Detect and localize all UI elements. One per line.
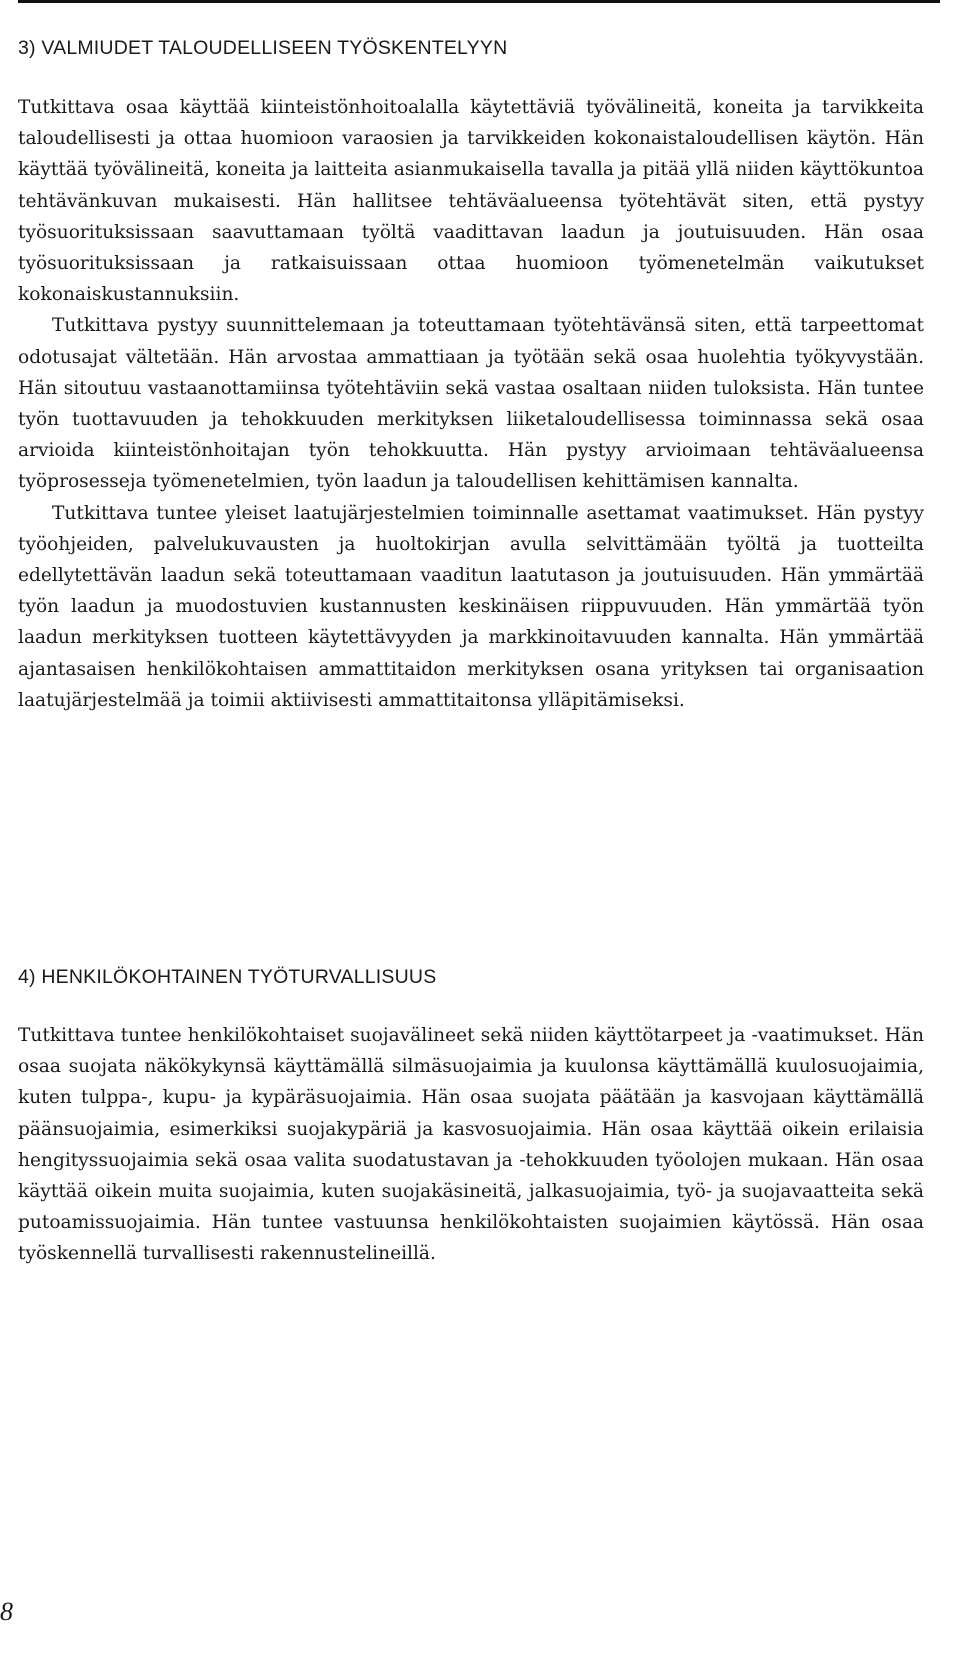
top-rule	[18, 0, 940, 3]
section-3-paragraph-3: Tutkittava tuntee yleiset laatujärjestelmien toiminnalle asettamat vaatimukset. Hän pystyy työohjeiden, palvelukuvausten ja huoltokirjan avulla selvittämään työltä ja tuotteilta edellytettävän laadun sekä toteuttamaan vaaditun laatutason ja joutuisuuden. Hän ymmärtää työn laadun ja muodostuvien kustannusten keskinäisen riippuvuuden. Hän ymmärtää työn laadun merkityksen tuotteen käytettävyyden ja markkinoitavuuden kannalta. Hän ymmärtää ajantasaisen henkilökohtaisen ammattitaidon merkityksen osana yrityksen tai organisaation laatujärjestelmää ja toimii aktiivisesti ammattitaitonsa ylläpitämiseksi.	[18, 502, 924, 711]
section-3-heading: 3) VALMIUDET TALOUDELLISEEN TYÖSKENTELYYN	[18, 37, 508, 59]
section-4-paragraph-1: Tutkittava tuntee henkilökohtaiset suojavälineet sekä niiden käyttötarpeet ja -vaatimukset. Hän osaa suojata näkökykynsä käyttämällä silmäsuojaimia ja kuulonsa käyttämällä kuulosuojaimia, kuten tulppa-, kupu- ja kypäräsuojaimia. Hän osaa suojata päätään ja kasvojaan käyttämällä päänsuojaimia, esimerkiksi suojakypäriä ja kasvosuojaimia. Hän osaa käyttää oikein erilaisia hengityssuojaimia sekä osaa valita suodatustavan ja -tehokkuuden työolojen mukaan. Hän osaa käyttää oikein muita suojaimia, kuten suojakäsineitä, jalkasuojaimia, työ- ja suojavaatteita sekä putoamissuojaimia. Hän tuntee vastuunsa henkilökohtaisten suojaimien käytössä. Hän osaa työskennellä turvallisesti rakennustelineillä.	[18, 1025, 924, 1265]
section-4-heading: 4) HENKILÖKOHTAINEN TYÖTURVALLISUUS	[18, 966, 437, 988]
section-3-paragraph-1: Tutkittava osaa käyttää kiinteistönhoitoalalla käytettäviä työvälineitä, koneita ja tarvikkeita taloudellisesti ja ottaa huomioon varaosien ja tarvikkeiden kokonaistaloudellisen käytön. Hän käyttää työvälineitä, koneita ja laitteita asianmukaisella tavalla ja pitää yllä niiden käyttökuntoa tehtävänkuvan mukaisesti. Hän hallitsee tehtäväalueensa työtehtävät siten, että pystyy työsuorituksissaan saavuttamaan työltä vaadittavan laadun ja joutuisuuden. Hän osaa työsuorituksissaan ja ratkaisuissaan ottaa huomioon työmenetelmän vaikutukset kokonaiskustannuksiin.	[18, 97, 924, 306]
section-4-body	[18, 1020, 924, 1270]
section-3-body	[18, 92, 924, 716]
page-number: 8	[0, 1597, 13, 1626]
section-3-paragraph-2: Tutkittava pystyy suunnittelemaan ja toteuttamaan työtehtävänsä siten, että tarpeettomat odotusajat vältetään. Hän arvostaa ammattiaan ja työtään sekä osaa huolehtia työkyvystään. Hän sitoutuu vastaanottamiinsa työtehtäviin sekä vastaa osaltaan niiden tuloksista. Hän tuntee työn tuottavuuden ja tehokkuuden merkityksen liiketaloudellisessa toiminnassa sekä osaa arvioida kiinteistönhoitajan työn tehokkuutta. Hän pystyy arvioimaan tehtäväalueensa työprosesseja työmenetelmien, työn laadun ja taloudellisen kehittämisen kannalta.	[18, 315, 924, 493]
